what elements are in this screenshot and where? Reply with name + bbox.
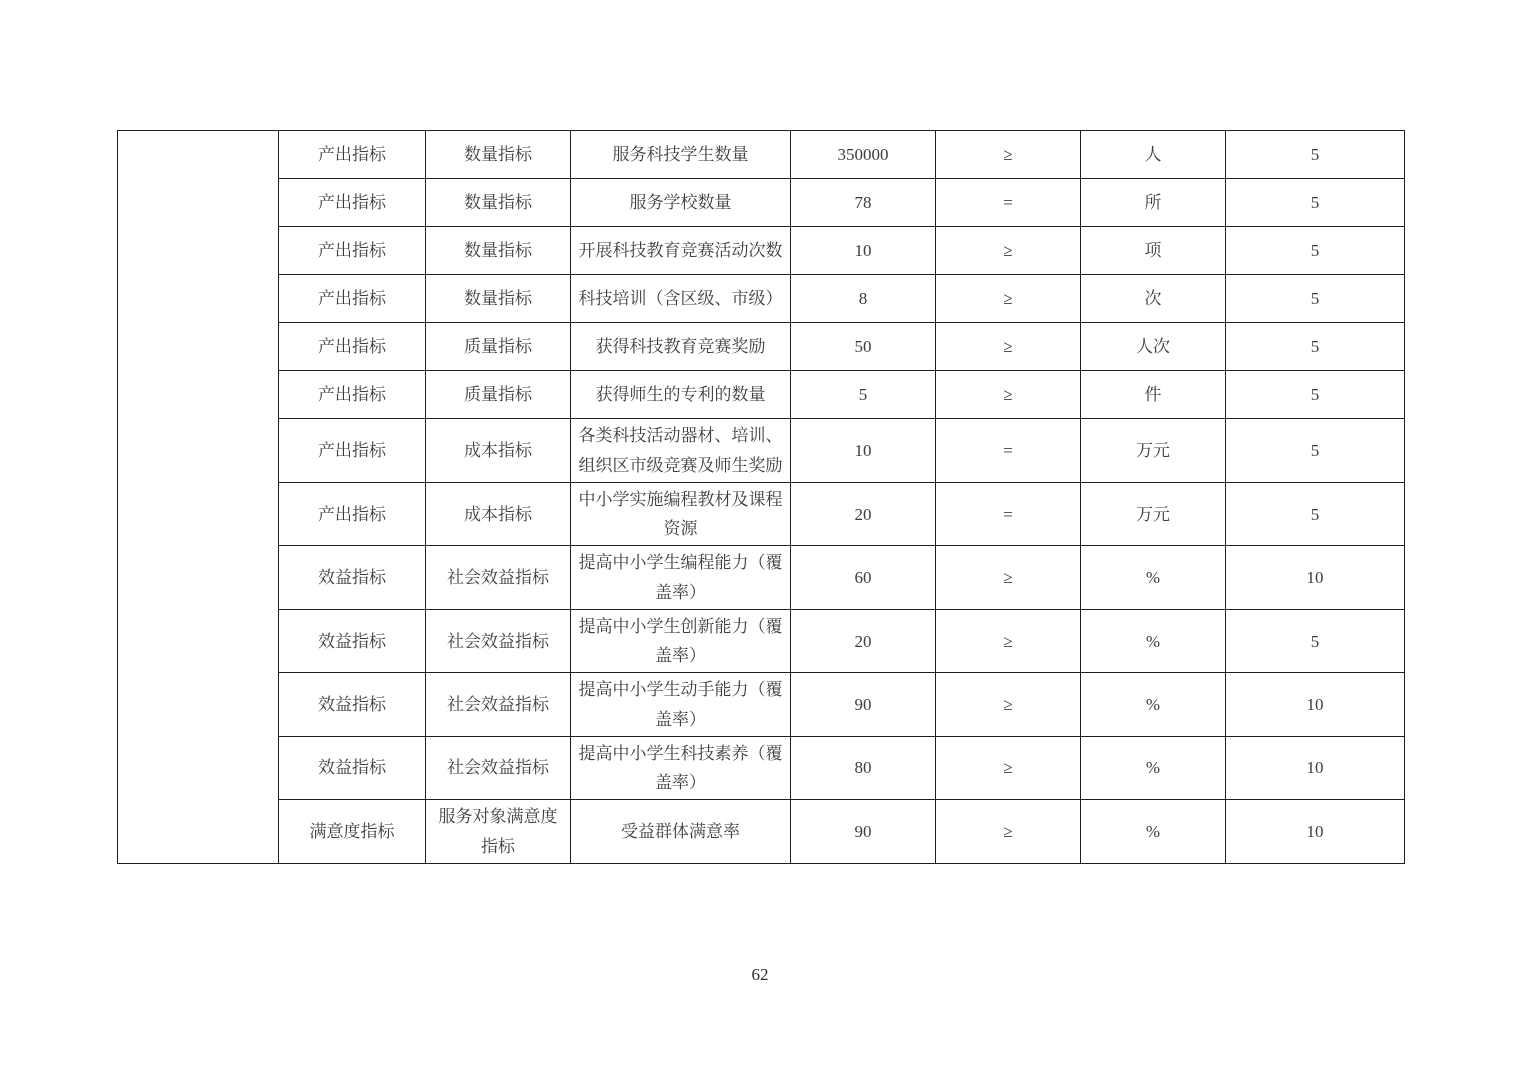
- cell-category: 产出指标: [279, 371, 426, 419]
- cell-indicator-name: 提高中小学生创新能力（覆盖率）: [571, 609, 791, 672]
- cell-value: 5: [791, 371, 936, 419]
- cell-unit: %: [1081, 736, 1226, 799]
- cell-subcategory: 数量指标: [426, 275, 571, 323]
- cell-value: 10: [791, 227, 936, 275]
- cell-operator: ≥: [936, 800, 1081, 863]
- cell-category: 满意度指标: [279, 800, 426, 863]
- cell-indicator-name: 服务科技学生数量: [571, 131, 791, 179]
- cell-indicator-name: 各类科技活动器材、培训、组织区市级竞赛及师生奖励: [571, 419, 791, 483]
- cell-value: 20: [791, 483, 936, 546]
- cell-indicator-name: 获得师生的专利的数量: [571, 371, 791, 419]
- cell-operator: =: [936, 179, 1081, 227]
- cell-unit: 人次: [1081, 323, 1226, 371]
- cell-indicator-name: 获得科技教育竞赛奖励: [571, 323, 791, 371]
- cell-category: 产出指标: [279, 323, 426, 371]
- cell-indicator-name: 受益群体满意率: [571, 800, 791, 863]
- cell-weight: 5: [1226, 323, 1405, 371]
- cell-operator: ≥: [936, 673, 1081, 736]
- cell-value: 10: [791, 419, 936, 483]
- cell-weight: 10: [1226, 673, 1405, 736]
- cell-subcategory: 社会效益指标: [426, 736, 571, 799]
- cell-weight: 5: [1226, 483, 1405, 546]
- cell-indicator-name: 中小学实施编程教材及课程资源: [571, 483, 791, 546]
- cell-operator: ≥: [936, 546, 1081, 609]
- cell-value: 8: [791, 275, 936, 323]
- cell-indicator-name: 提高中小学生编程能力（覆盖率）: [571, 546, 791, 609]
- cell-weight: 10: [1226, 736, 1405, 799]
- cell-unit: 项: [1081, 227, 1226, 275]
- cell-indicator-name: 提高中小学生动手能力（覆盖率）: [571, 673, 791, 736]
- cell-category: 效益指标: [279, 546, 426, 609]
- cell-value: 90: [791, 673, 936, 736]
- cell-unit: 所: [1081, 179, 1226, 227]
- page-number: 62: [751, 965, 769, 984]
- cell-category: 产出指标: [279, 419, 426, 483]
- cell-indicator-name: 提高中小学生科技素养（覆盖率）: [571, 736, 791, 799]
- cell-operator: ≥: [936, 275, 1081, 323]
- cell-operator: ≥: [936, 609, 1081, 672]
- cell-unit: 万元: [1081, 483, 1226, 546]
- cell-indicator-name: 开展科技教育竞赛活动次数: [571, 227, 791, 275]
- table-row: [118, 371, 1405, 419]
- cell-subcategory: 成本指标: [426, 483, 571, 546]
- cell-indicator-name: 科技培训（含区级、市级）: [571, 275, 791, 323]
- cell-weight: 5: [1226, 371, 1405, 419]
- cell-operator: =: [936, 419, 1081, 483]
- cell-category: 效益指标: [279, 673, 426, 736]
- cell-subcategory: 成本指标: [426, 419, 571, 483]
- cell-category: 效益指标: [279, 609, 426, 672]
- performance-indicator-table: [117, 130, 1405, 864]
- cell-value: 20: [791, 609, 936, 672]
- cell-subcategory: 质量指标: [426, 323, 571, 371]
- cell-value: 90: [791, 800, 936, 863]
- cell-subcategory: 社会效益指标: [426, 546, 571, 609]
- cell-category: 产出指标: [279, 275, 426, 323]
- cell-operator: ≥: [936, 323, 1081, 371]
- cell-value: 78: [791, 179, 936, 227]
- table-row: [118, 227, 1405, 275]
- table-row: [118, 275, 1405, 323]
- cell-subcategory: 数量指标: [426, 179, 571, 227]
- cell-weight: 5: [1226, 275, 1405, 323]
- table-row: [118, 800, 1405, 863]
- cell-weight: 5: [1226, 179, 1405, 227]
- cell-subcategory: 社会效益指标: [426, 673, 571, 736]
- cell-subcategory: 数量指标: [426, 131, 571, 179]
- cell-category: 产出指标: [279, 179, 426, 227]
- cell-indicator-name: 服务学校数量: [571, 179, 791, 227]
- cell-operator: ≥: [936, 736, 1081, 799]
- table-row: [118, 609, 1405, 672]
- cell-value: 60: [791, 546, 936, 609]
- table-row: [118, 673, 1405, 736]
- table-row: [118, 323, 1405, 371]
- table-row: [118, 736, 1405, 799]
- cell-weight: 5: [1226, 131, 1405, 179]
- cell-operator: ≥: [936, 371, 1081, 419]
- table-row: [118, 179, 1405, 227]
- cell-weight: 5: [1226, 419, 1405, 483]
- cell-subcategory: 数量指标: [426, 227, 571, 275]
- cell-subcategory: 社会效益指标: [426, 609, 571, 672]
- cell-unit: 万元: [1081, 419, 1226, 483]
- cell-unit: %: [1081, 609, 1226, 672]
- cell-unit: %: [1081, 800, 1226, 863]
- cell-unit: 件: [1081, 371, 1226, 419]
- table-row: [118, 131, 1405, 179]
- cell-weight: 10: [1226, 800, 1405, 863]
- cell-operator: ≥: [936, 131, 1081, 179]
- table-row: [118, 483, 1405, 546]
- cell-category: 效益指标: [279, 736, 426, 799]
- cell-unit: 人: [1081, 131, 1226, 179]
- table-row: [118, 546, 1405, 609]
- cell-category: 产出指标: [279, 483, 426, 546]
- cell-unit: %: [1081, 546, 1226, 609]
- cell-category: 产出指标: [279, 131, 426, 179]
- cell-value: 80: [791, 736, 936, 799]
- merged-empty-cell: [118, 131, 279, 864]
- cell-value: 50: [791, 323, 936, 371]
- cell-unit: 次: [1081, 275, 1226, 323]
- cell-weight: 10: [1226, 546, 1405, 609]
- cell-operator: =: [936, 483, 1081, 546]
- cell-subcategory: 质量指标: [426, 371, 571, 419]
- cell-unit: %: [1081, 673, 1226, 736]
- table-row: [118, 419, 1405, 483]
- cell-weight: 5: [1226, 609, 1405, 672]
- cell-value: 350000: [791, 131, 936, 179]
- cell-subcategory: 服务对象满意度指标: [426, 800, 571, 863]
- cell-weight: 5: [1226, 227, 1405, 275]
- cell-category: 产出指标: [279, 227, 426, 275]
- cell-operator: ≥: [936, 227, 1081, 275]
